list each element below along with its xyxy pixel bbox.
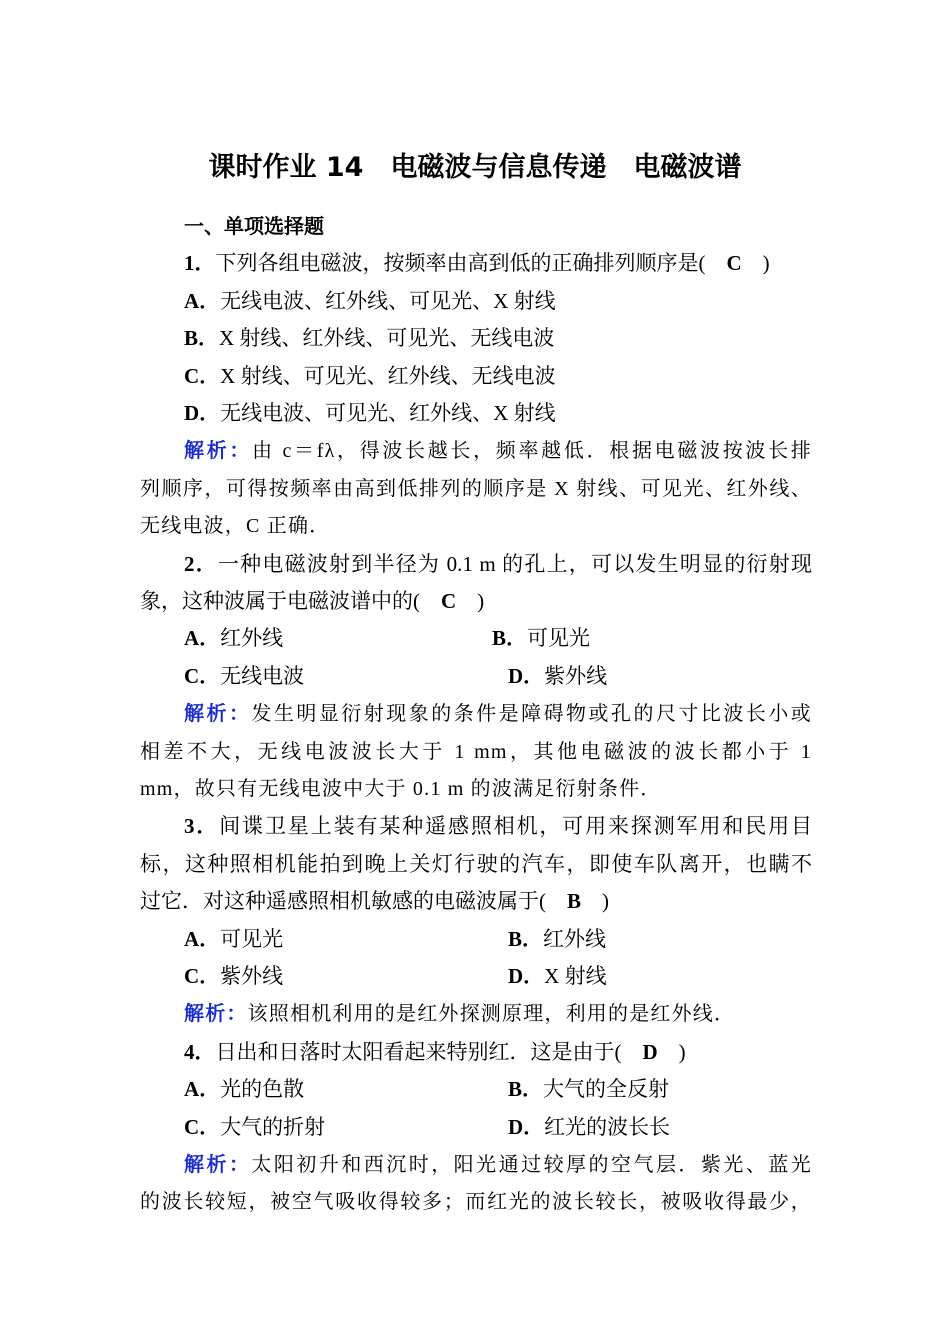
option-b (492, 620, 590, 657)
option-text: X 射线 (544, 964, 607, 989)
option-letter: B． (508, 1077, 544, 1102)
option-c (184, 1109, 325, 1146)
analysis-text: 该照相机利用的是红外探测原理，利用的是红外线． (247, 1003, 736, 1026)
question-1 (140, 245, 812, 545)
analysis-text: 太阳初升和西沉时，阳光通过较厚的空气层．紫光、蓝光 (251, 1154, 812, 1177)
answer: C (726, 251, 742, 276)
question-stem-text: 下列各组电磁波，按频率由高到低的正确排列顺序是( (215, 251, 727, 276)
option-text: 紫外线 (544, 663, 608, 688)
question-stem-text: 一种电磁波射到半径为 0.1 m 的孔上，可以发生明显的衍射现 (217, 551, 813, 576)
option-a (184, 921, 283, 958)
option-text: 光的色散 (220, 1077, 305, 1102)
question-number: 3． (184, 814, 220, 839)
question-stem (140, 583, 812, 620)
analysis-line (140, 695, 812, 733)
option-text: 无线电波、红外线、可见光、X 射线 (220, 288, 556, 313)
page-title: 课时作业 14 电磁波与信息传递 电磁波谱 (208, 152, 742, 183)
worksheet-body (140, 208, 812, 1222)
option-text: 可见光 (527, 626, 591, 651)
option-letter: A． (184, 288, 221, 313)
analysis-line: 列顺序，可得按频率由高到低排列的顺序是 X 射线、可见光、红外线、 (140, 477, 812, 500)
options-row (140, 958, 812, 995)
analysis-line: 无线电波，C 正确． (140, 515, 331, 538)
analysis-line (140, 432, 812, 470)
answer-bracket: ) (456, 589, 485, 614)
option-letter: B． (184, 326, 220, 351)
option-c (140, 358, 812, 395)
option-letter: B． (492, 626, 528, 651)
question-stem-text: 过它．对这种遥感照相机敏感的电磁波属于( (140, 889, 567, 914)
answer: C (441, 589, 457, 614)
analysis-text: 发生明显衍射现象的条件是障碍物或孔的尺寸比波长小或 (251, 703, 812, 726)
analysis-label: 解析： (184, 1001, 248, 1026)
answer: B (567, 889, 582, 914)
question-stem (140, 1034, 812, 1071)
option-text: X 射线、可见光、红外线、无线电波 (220, 363, 556, 388)
option-text: 红外线 (220, 626, 284, 651)
option-letter: A． (184, 626, 221, 651)
option-a (184, 620, 283, 657)
option-letter: C． (184, 1114, 221, 1139)
option-letter: D． (508, 1114, 545, 1139)
option-letter: C． (184, 663, 221, 688)
option-b (140, 320, 812, 357)
option-letter: B． (508, 926, 544, 951)
analysis-label: 解析： (184, 438, 253, 463)
option-letter: A． (184, 1077, 221, 1102)
analysis-line (140, 1146, 812, 1184)
option-text: 无线电波、可见光、红外线、X 射线 (220, 401, 556, 426)
option-letter: C． (184, 964, 221, 989)
option-letter: A． (184, 926, 221, 951)
option-a (140, 283, 812, 320)
option-c (184, 958, 283, 995)
option-letter: C． (184, 363, 221, 388)
analysis-line: mm，故只有无线电波中大于 0.1 m 的波满足衍射条件． (140, 778, 662, 801)
option-text: X 射线、红外线、可见光、无线电波 (219, 326, 555, 351)
option-letter: D． (508, 663, 545, 688)
option-d (140, 395, 812, 432)
options-row (140, 1109, 812, 1146)
option-d (508, 658, 607, 695)
analysis-label: 解析： (184, 701, 252, 726)
section-heading: 一、单项选择题 (184, 214, 324, 238)
option-letter: D． (508, 964, 545, 989)
option-text: 红光的波长长 (544, 1114, 671, 1139)
question-stem (140, 883, 812, 920)
option-d (508, 958, 607, 995)
analysis-line: 的波长较短，被空气吸收得较多；而红光的波长较长，被吸收得最少， (140, 1191, 812, 1214)
option-c (184, 658, 304, 695)
question-stem (140, 245, 812, 282)
answer-bracket: ) (581, 889, 610, 914)
options-row (140, 658, 812, 695)
answer-bracket: ) (657, 1039, 686, 1064)
option-text: 无线电波 (220, 663, 305, 688)
option-text: 紫外线 (220, 964, 284, 989)
analysis-label: 解析： (184, 1152, 252, 1177)
answer: D (642, 1039, 658, 1064)
question-3 (140, 808, 812, 1033)
question-number: 2． (184, 551, 218, 576)
option-letter: D． (184, 401, 221, 426)
options-row (140, 1071, 812, 1108)
question-stem-text: 间谍卫星上装有某种遥感照相机，可用来探测军用和民用目 (219, 814, 813, 839)
question-number: 4． (184, 1039, 216, 1064)
option-text: 大气的折射 (220, 1114, 326, 1139)
question-2 (140, 546, 812, 809)
option-text: 大气的全反射 (543, 1077, 670, 1102)
option-b (508, 921, 606, 958)
option-text: 可见光 (220, 926, 284, 951)
question-4 (140, 1034, 812, 1222)
option-text: 红外线 (543, 926, 607, 951)
question-number: 1． (184, 251, 216, 276)
question-stem: 标，这种照相机能拍到晚上关灯行驶的汽车，即使车队离开，也瞒不 (140, 851, 812, 876)
analysis-line (140, 995, 812, 1033)
question-stem (140, 808, 812, 845)
option-d (508, 1109, 670, 1146)
options-row (140, 921, 812, 958)
question-stem-text: 象，这种波属于电磁波谱中的( (140, 589, 441, 614)
options-row (140, 620, 812, 657)
question-stem-text: 日出和日落时太阳看起来特别红．这是由于( (215, 1039, 643, 1064)
option-a (184, 1071, 304, 1108)
question-stem (140, 546, 812, 583)
analysis-text: 由 c＝fλ，得波长越长，频率越低．根据电磁波按波长排 (252, 440, 812, 463)
option-b (508, 1071, 669, 1108)
answer-bracket: ) (741, 251, 770, 276)
analysis-line: 相差不大，无线电波波长大于 1 mm，其他电磁波的波长都小于 1 (140, 740, 812, 763)
